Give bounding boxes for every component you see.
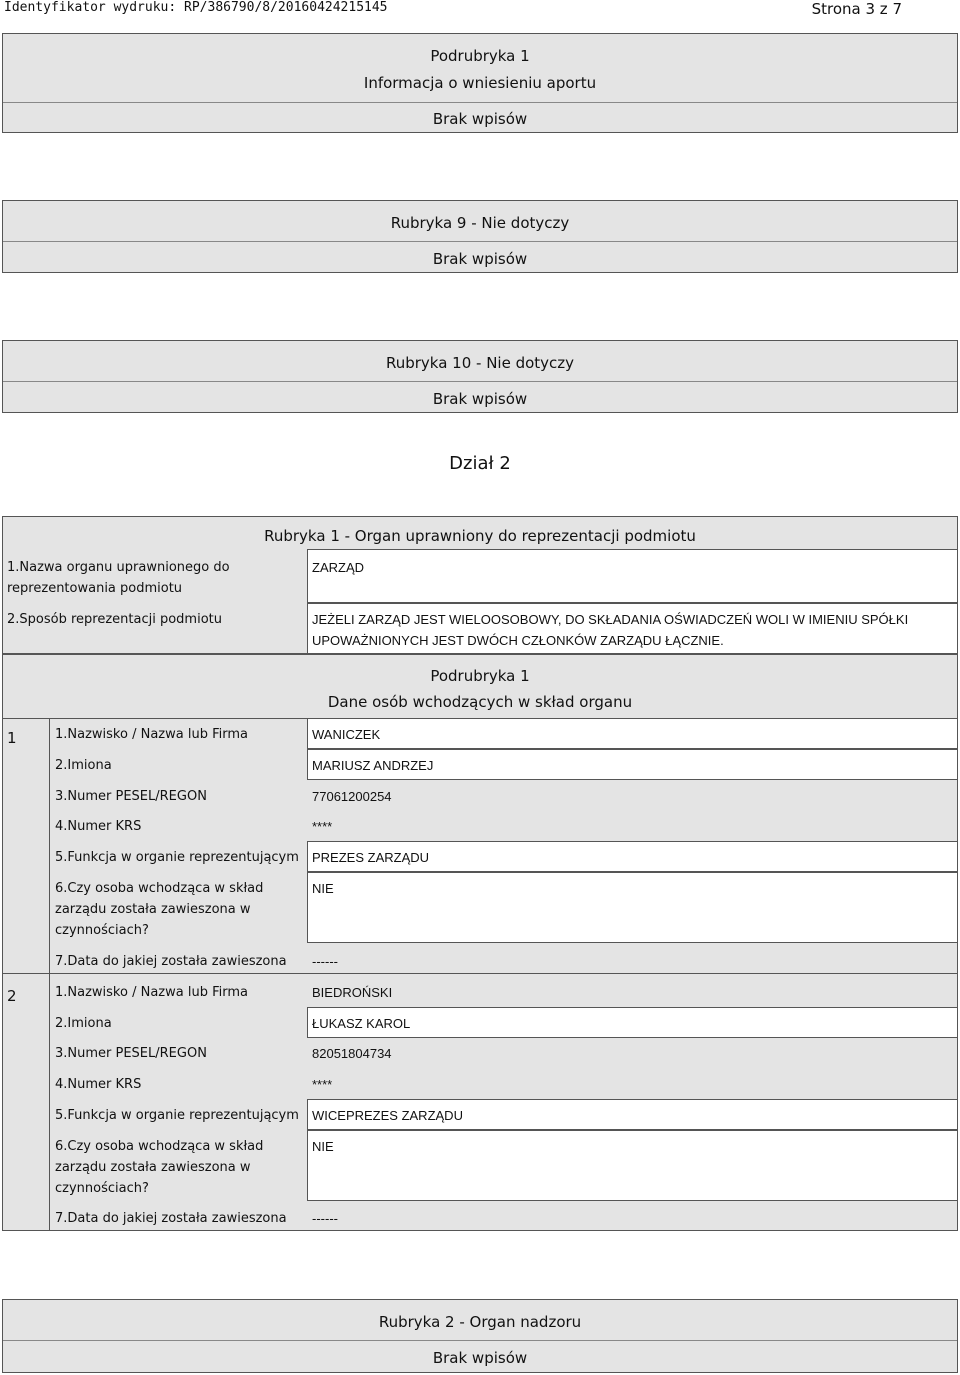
dzial-title: Dział 2: [449, 453, 511, 474]
section-rubryka2-empty: Brak wpisów: [432, 1349, 528, 1367]
person-2-pesel: 82051804734: [312, 1046, 392, 1061]
person-1-imiona: MARIUSZ ANDRZEJ: [312, 758, 434, 773]
osoby-subtitle: Dane osób wchodzących w skład organu: [327, 693, 633, 711]
section-aport-title: Podrubryka 1: [430, 47, 530, 65]
person-2-funkcja-label: 5.Funkcja w organie reprezentującym: [55, 1108, 299, 1123]
person-1-funkcja: PREZES ZARZĄDU: [312, 850, 430, 865]
rubryka1-field2-value: JEŻELI ZARZĄD JEST WIELOOSOBOWY, DO SKŁADANIA OŚWIADCZEŃ WOLI W IMIENIU SPÓŁKI UPOWAŻNIONYCH JEST DWÓCH CZŁONKÓW ZARZĄDU ŁĄCZNIE.: [312, 612, 909, 648]
section-aport-empty: Brak wpisów: [432, 110, 528, 128]
section-rubryka2-title: Rubryka 2 - Organ nadzoru: [378, 1313, 582, 1331]
person-1-krs: ****: [312, 819, 333, 834]
osoby-title: Podrubryka 1: [430, 667, 530, 685]
person-2-number: 2: [7, 987, 17, 1005]
person-1-funkcja-label: 5.Funkcja w organie reprezentującym: [55, 850, 299, 865]
person-2-data: ------: [312, 1211, 338, 1226]
person-1-data-label: 7.Data do jakiej została zawieszona: [55, 954, 287, 969]
person-1-pesel-label: 3.Numer PESEL/REGON: [55, 789, 207, 804]
section-rubryka10-empty: Brak wpisów: [432, 390, 528, 408]
person-1-krs-label: 4.Numer KRS: [55, 819, 142, 834]
person-2-nazwisko-label: 1.Nazwisko / Nazwa lub Firma: [55, 985, 248, 1000]
person-2-zawieszona-label: 6.Czy osoba wchodząca w skład zarządu została zawieszona w czynnościach?: [55, 1139, 264, 1196]
person-1-number: 1: [7, 729, 17, 747]
rubryka1-field2-label: 2.Sposób reprezentacji podmiotu: [7, 612, 222, 627]
person-2-krs-label: 4.Numer KRS: [55, 1077, 142, 1092]
section-rubryka10-title: Rubryka 10 - Nie dotyczy: [385, 354, 575, 372]
person-1-zawieszona-label: 6.Czy osoba wchodząca w skład zarządu została zawieszona w czynnościach?: [55, 881, 264, 938]
person-2-imiona: ŁUKASZ KAROL: [312, 1016, 411, 1031]
rubryka1-field1-value-cell: [307, 549, 958, 603]
section-aport-subtitle: Informacja o wniesieniu aportu: [363, 74, 597, 92]
section-rubryka2: [2, 1299, 958, 1373]
section-rubryka10: [2, 340, 958, 413]
person-2-pesel-label: 3.Numer PESEL/REGON: [55, 1046, 207, 1061]
rubryka1-field1-label: 1.Nazwa organu uprawnionego do reprezentowania podmiotu: [7, 560, 230, 596]
person-2-data-label: 7.Data do jakiej została zawieszona: [55, 1211, 287, 1226]
person-2-nazwisko: BIEDROŃSKI: [312, 985, 393, 1000]
person-2-imiona-label: 2.Imiona: [55, 1016, 112, 1031]
person-1-data: ------: [312, 954, 338, 969]
print-identifier: Identyfikator wydruku: RP/386790/8/20160424215145: [4, 0, 388, 15]
section-rubryka9: [2, 200, 958, 273]
section-rubryka9-title: Rubryka 9 - Nie dotyczy: [390, 214, 570, 232]
person-1-imiona-label: 2.Imiona: [55, 758, 112, 773]
person-2-funkcja: WICEPREZES ZARZĄDU: [312, 1108, 463, 1123]
person-1-pesel: 77061200254: [312, 789, 392, 804]
section-rubryka9-empty: Brak wpisów: [432, 250, 528, 268]
person-2-krs: ****: [312, 1077, 333, 1092]
person-2-zawieszona: NIE: [312, 1139, 334, 1154]
person-1-zawieszona: NIE: [312, 881, 334, 896]
section-aport: [2, 33, 958, 133]
page-number: Strona 3 z 7: [811, 0, 902, 18]
person-1-nazwisko-label: 1.Nazwisko / Nazwa lub Firma: [55, 727, 248, 742]
person-1-nazwisko: WANICZEK: [312, 727, 381, 742]
rubryka1-title: Rubryka 1 - Organ uprawniony do reprezentacji podmiotu: [264, 527, 696, 545]
rubryka1-field1-value: ZARZĄD: [312, 560, 364, 575]
